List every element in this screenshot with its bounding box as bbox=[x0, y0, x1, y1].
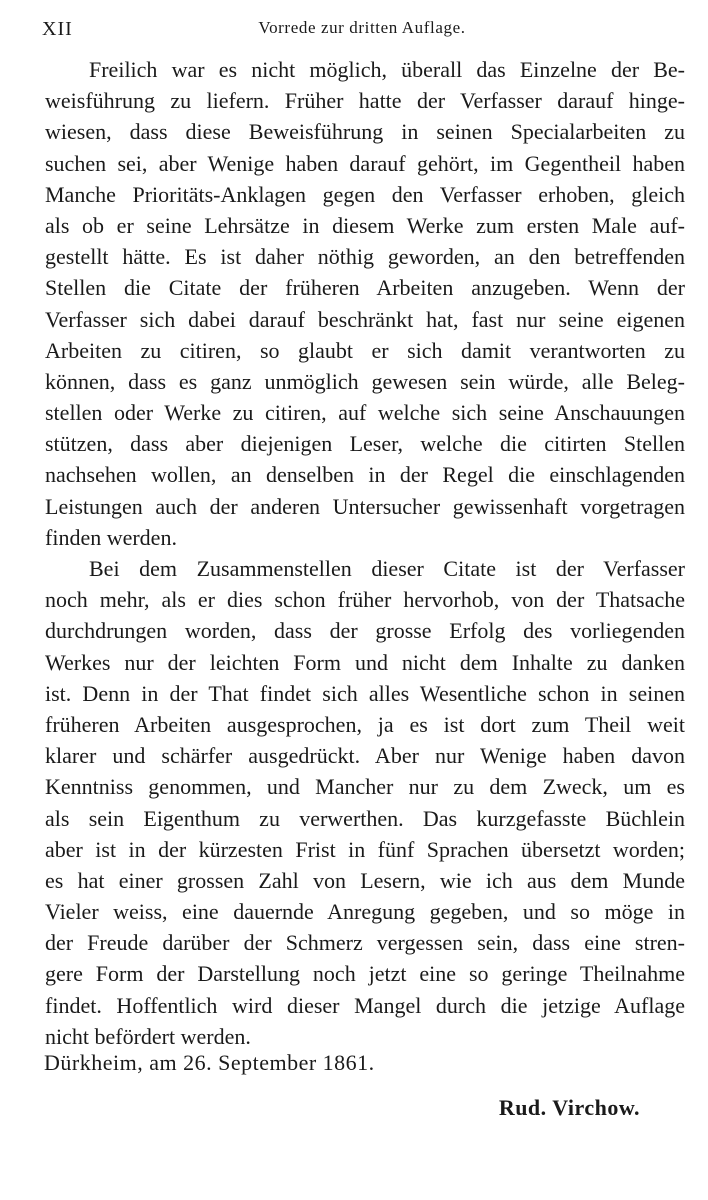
text-line: stützen, dass aber diejenigen Leser, welche die citirten Stellen bbox=[45, 431, 685, 457]
text-line: durchdrungen worden, dass der grosse Erfolg des vorliegenden bbox=[45, 618, 685, 644]
text-line: Leistungen auch der anderen Untersucher gewissenhaft vorgetragen bbox=[45, 493, 685, 519]
text-line: Arbeiten zu citiren, so glaubt er sich damit verantworten zu bbox=[45, 337, 685, 363]
text-line: ist. Denn in der That findet sich alles Wesentliche schon in seinen bbox=[45, 680, 685, 706]
text-line: als ob er seine Lehrsätze in diesem Werke zum ersten Male auf- bbox=[45, 212, 685, 238]
text-line: gestellt hätte. Es ist daher nöthig geworden, an den betreffenden bbox=[45, 244, 685, 270]
body-text bbox=[45, 54, 685, 1052]
text-line: klarer und schärfer ausgedrückt. Aber nur Wenige haben davon bbox=[45, 743, 685, 769]
text-line: weisführung zu liefern. Früher hatte der Verfasser darauf hinge- bbox=[45, 88, 685, 114]
place-date: Dürkheim, am 26. September 1861. bbox=[44, 1050, 375, 1075]
paragraph bbox=[45, 54, 685, 553]
text-line: wiesen, dass diese Beweisführung in seinen Specialarbeiten zu bbox=[45, 119, 685, 145]
text-line: können, dass es ganz unmöglich gewesen sein würde, alle Beleg- bbox=[45, 368, 685, 394]
text-line: der Freude darüber der Schmerz vergessen sein, dass eine stren- bbox=[45, 930, 685, 956]
text-line: stellen oder Werke zu citiren, auf welche sich seine Anschauungen bbox=[45, 400, 685, 426]
text-line: suchen sei, aber Wenige haben darauf gehört, im Gegentheil haben bbox=[45, 150, 685, 176]
text-line: Manche Prioritäts-Anklagen gegen den Verfasser erhoben, gleich bbox=[45, 181, 685, 207]
text-line: findet. Hoffentlich wird dieser Mangel durch die jetzige Auflage bbox=[45, 992, 685, 1018]
text-line: Kenntniss genommen, und Mancher nur zu dem Zweck, um es bbox=[45, 774, 685, 800]
text-line: nachsehen wollen, an denselben in der Regel die einschlagenden bbox=[45, 462, 685, 488]
text-line: Bei dem Zusammenstellen dieser Citate ist der Verfasser bbox=[89, 556, 685, 581]
page-number: XII bbox=[42, 18, 73, 40]
signature: Rud. Virchow. bbox=[498, 1095, 640, 1120]
text-line: noch mehr, als er dies schon früher hervorhob, von der Thatsache bbox=[45, 587, 685, 613]
text-line: es hat einer grossen Zahl von Lesern, wie ich aus dem Munde bbox=[45, 867, 685, 893]
text-line: Freilich war es nicht möglich, überall das Einzelne der Be- bbox=[89, 57, 685, 82]
text-line: Verfasser sich dabei darauf beschränkt hat, fast nur seine eigenen bbox=[45, 306, 685, 332]
text-line: finden werden. bbox=[45, 524, 177, 550]
text-line: früheren Arbeiten ausgesprochen, ja es ist dort zum Theil weit bbox=[45, 711, 685, 737]
text-line: aber ist in der kürzesten Frist in fünf Sprachen übersetzt worden; bbox=[45, 836, 685, 862]
text-line: nicht befördert werden. bbox=[45, 1023, 251, 1049]
running-title: Vorrede zur dritten Auflage. bbox=[258, 18, 466, 37]
text-line: Stellen die Citate der früheren Arbeiten anzugeben. Wenn der bbox=[45, 275, 685, 301]
text-line: Werkes nur der leichten Form und nicht dem Inhalte zu danken bbox=[45, 649, 685, 675]
paragraph bbox=[45, 553, 685, 1052]
text-line: als sein Eigenthum zu verwerthen. Das kurzgefasste Büchlein bbox=[45, 805, 685, 831]
text-line: gere Form der Darstellung noch jetzt eine so geringe Theilnahme bbox=[45, 961, 685, 987]
text-line: Vieler weiss, eine dauernde Anregung gegeben, und so möge in bbox=[45, 899, 685, 925]
running-head bbox=[42, 12, 682, 42]
